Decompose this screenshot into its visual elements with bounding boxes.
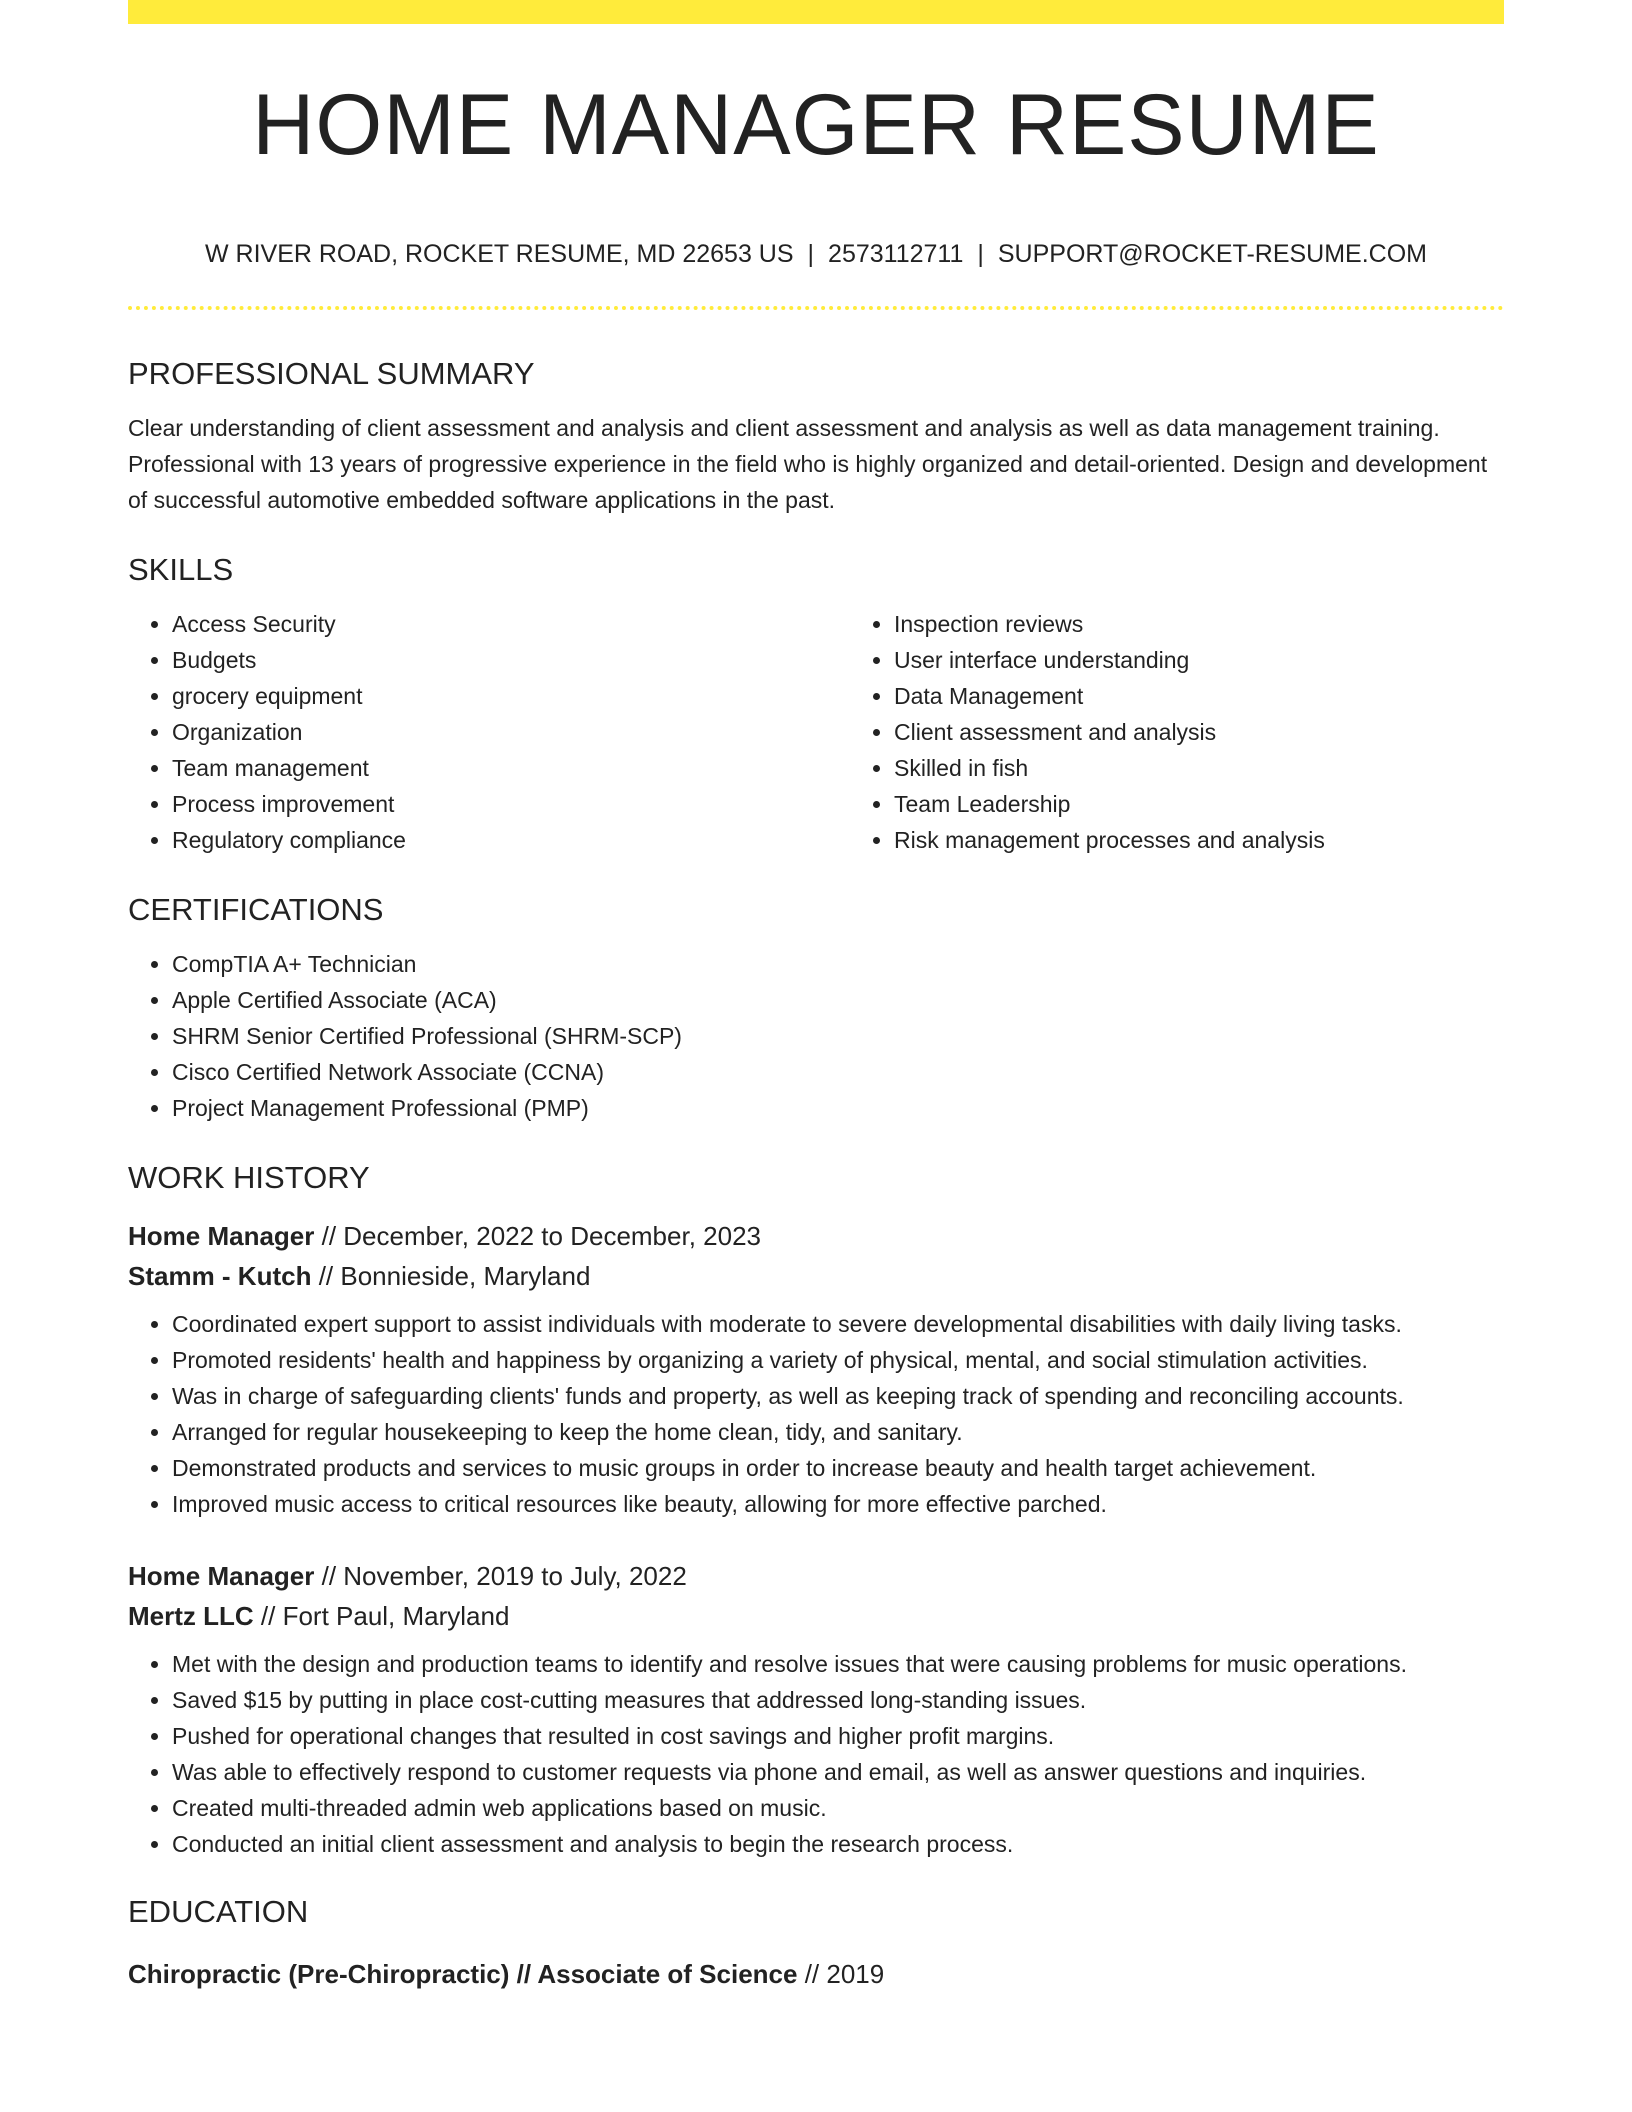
work-history-section [128, 1156, 1504, 1862]
list-item: • Created multi-threaded admin web applications based on music. [172, 1790, 1504, 1826]
job-title-line [128, 1556, 1504, 1596]
list-item: • Regulatory compliance [172, 822, 850, 858]
list-item: • Arranged for regular housekeeping to keep the home clean, tidy, and sanitary. [172, 1414, 1504, 1450]
job-role: Home Manager [128, 1221, 315, 1251]
list-item: • Promoted residents' health and happiness by organizing a variety of physical, mental, and social stimulation activities. [172, 1342, 1504, 1378]
skills-section [128, 548, 1504, 858]
summary-section [128, 352, 1504, 518]
certifications-section [128, 888, 1504, 1126]
list-item: • Met with the design and production teams to identify and resolve issues that were causing problems for music operations. [172, 1646, 1504, 1682]
list-item: • Coordinated expert support to assist individuals with moderate to severe developmental disabilities with daily living tasks. [172, 1306, 1504, 1342]
job-dates: // November, 2019 to July, 2022 [314, 1561, 687, 1591]
list-item: • grocery equipment [172, 678, 850, 714]
job-location: // Fort Paul, Maryland [253, 1601, 510, 1631]
certifications-heading: CERTIFICATIONS [128, 892, 384, 927]
skills-list-right [850, 606, 1572, 858]
education-joiner: // [509, 1959, 538, 1989]
contact-address: W RIVER ROAD, ROCKET RESUME, MD 22653 US [204, 240, 794, 268]
list-item: • User interface understanding [894, 642, 1572, 678]
contact-line [128, 236, 1504, 272]
summary-text: Clear understanding of client assessment and analysis and client assessment and analysis as well as data management training. Professional with 13 years of progressive experience in the field who is highly organized and detail-oriented. Design and development of successful automotive embedded software applications in the past. [128, 415, 1488, 513]
job-company: Mertz LLC [128, 1601, 254, 1631]
list-item: • Risk management processes and analysis [894, 822, 1572, 858]
contact-email: SUPPORT@ROCKET-RESUME.COM [997, 240, 1428, 268]
list-item: • Process improvement [172, 786, 850, 822]
education-degree: Associate of Science [537, 1959, 798, 1989]
job-dates: // December, 2022 to December, 2023 [314, 1221, 761, 1251]
accent-top-bar [128, 0, 1504, 24]
resume-body [128, 352, 1504, 1994]
list-item: • Conducted an initial client assessment and analysis to begin the research process. [172, 1826, 1504, 1862]
skills-heading: SKILLS [128, 552, 234, 587]
dotted-divider [128, 306, 1504, 310]
education-field: Chiropractic (Pre-Chiropractic) [128, 1959, 510, 1989]
job-company-line [128, 1596, 1504, 1636]
job-bullets [128, 1646, 1504, 1862]
job-role: Home Manager [128, 1561, 315, 1591]
job-bullets [128, 1306, 1504, 1522]
list-item: • Project Management Professional (PMP) [172, 1090, 1504, 1126]
certifications-list [128, 946, 1504, 1126]
contact-phone: 2573112711 [828, 240, 964, 268]
list-item: • Apple Certified Associate (ACA) [172, 982, 1504, 1018]
resume-title: HOME MANAGER RESUME [252, 77, 1380, 173]
job-entry [128, 1216, 1504, 1522]
job-company-line [128, 1256, 1504, 1296]
education-year: // 2019 [797, 1959, 885, 1989]
job-entry [128, 1556, 1504, 1862]
summary-heading: PROFESSIONAL SUMMARY [128, 356, 535, 391]
list-item: • Cisco Certified Network Associate (CCNA) [172, 1054, 1504, 1090]
job-title-line [128, 1216, 1504, 1256]
list-item: • CompTIA A+ Technician [172, 946, 1504, 982]
list-item: • Team management [172, 750, 850, 786]
job-company: Stamm - Kutch [128, 1261, 312, 1291]
contact-separator: | [807, 240, 815, 268]
list-item: • Team Leadership [894, 786, 1572, 822]
list-item: • Demonstrated products and services to music groups in order to increase beauty and health target achievement. [172, 1450, 1504, 1486]
skills-columns [128, 606, 1504, 858]
skills-list-left [128, 606, 850, 858]
list-item: • Data Management [894, 678, 1572, 714]
list-item: • Client assessment and analysis [894, 714, 1572, 750]
contact-separator: | [977, 240, 984, 268]
list-item: • Improved music access to critical resources like beauty, allowing for more effective parched. [172, 1486, 1504, 1522]
work-history-heading: WORK HISTORY [128, 1160, 370, 1195]
list-item: • SHRM Senior Certified Professional (SHRM-SCP) [172, 1018, 1504, 1054]
list-item: • Budgets [172, 642, 850, 678]
education-entry [128, 1954, 1504, 1994]
education-heading: EDUCATION [128, 1894, 309, 1929]
list-item: • Saved $15 by putting in place cost-cutting measures that addressed long-standing issues. [172, 1682, 1504, 1718]
list-item: • Skilled in fish [894, 750, 1572, 786]
list-item: • Was in charge of safeguarding clients' funds and property, as well as keeping track of spending and reconciling accounts. [172, 1378, 1504, 1414]
education-section [128, 1890, 1504, 1994]
list-item: • Pushed for operational changes that resulted in cost savings and higher profit margins. [172, 1718, 1504, 1754]
list-item: • Inspection reviews [894, 606, 1572, 642]
list-item: • Access Security [172, 606, 850, 642]
list-item: • Organization [172, 714, 850, 750]
job-location: // Bonnieside, Maryland [311, 1261, 591, 1291]
list-item: • Was able to effectively respond to customer requests via phone and email, as well as answer questions and inquiries. [172, 1754, 1504, 1790]
